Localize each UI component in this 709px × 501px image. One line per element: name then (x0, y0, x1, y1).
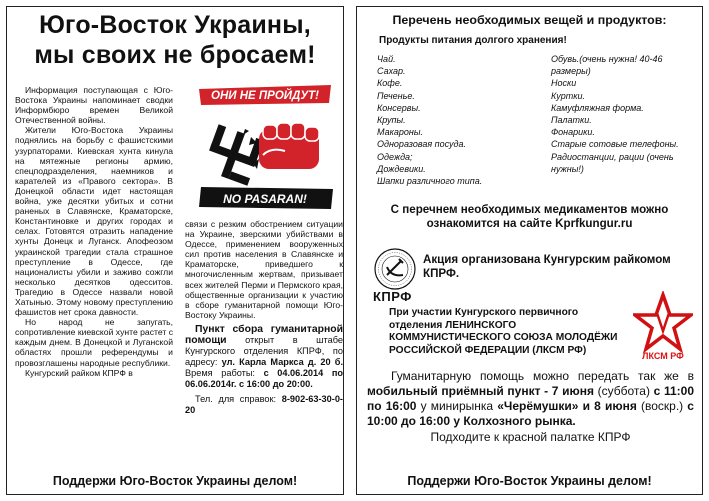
list-item: Крупы. (377, 115, 406, 126)
mobile-point-notice (367, 369, 694, 445)
mobile-date-1: мобильный приёмный пункт - 7 июня (367, 384, 594, 398)
right-leaflet-panel (356, 6, 703, 495)
mobile-text: Гуманитарную помощь можно передать так же в (391, 369, 694, 383)
medicine-list-note: С перечнем необходимых медикаментов можно ознакомится на сайте Kprfkungur.ru (390, 203, 669, 230)
poster-bottom-banner-text: NO PASARAN! (223, 192, 307, 206)
article-paragraph: Жители Юго-Востока Украины поднялись на борьбу с фашистскими узурпаторами. Киевская хунта кинула на мятежные регионы армию, спецподразделения, наемников и карателей из «Правого сектора». В Донецкой области идет настоящая война, уже десятки убитых и сотни раненых в Славянске, Краматорске, Константиновке и других городах и селах. Готовятся отразить нападение хунты Донецк и Луганск. Апофеозом украинской трагедии стала страшное преступление в Одессе, где националисты убили и заживо сожгли несколько десятков одесситов. Трагедию в Одессе назвали новой Хатынью. Этому новому преступлению фашистов нет срока давности. (15, 125, 173, 318)
red-tent-note: Подходите к красной палатке КПРФ (430, 430, 631, 444)
article-paragraph: связи с резким обострением ситуации на Украине, зверскими убийствами в Одессе, применением вооруженных сил против населения в Славянске и Краматорске, приведшего к многочисленным жертвам, призывает всех жителей Перми и Пермского края, общественные организации к участию в сборе гуманитарной помощи Юго-Востоку Украины. (185, 219, 343, 320)
lksm-logo-label: ЛКСМ РФ (642, 351, 684, 361)
mobile-date-2: «Черёмушки» и 8 июня (497, 399, 637, 413)
mobile-text: (суббота) (593, 384, 654, 398)
kprf-emblem-icon (373, 247, 417, 291)
collection-point-info (185, 324, 343, 390)
list-item: Носки (551, 78, 577, 89)
article-paragraph: Кунгурский райком КПРФ в (25, 367, 133, 378)
mobile-time-2: с 10:00 до 16:00 у Колхозного рынка. (367, 399, 694, 428)
food-items-list (377, 53, 545, 187)
headline-line-1: Юго-Восток Украины, (39, 11, 311, 39)
no-pasaran-poster (193, 85, 337, 213)
mobile-text: у минирынка (416, 399, 498, 413)
poster-top-banner-text: ОНИ НЕ ПРОЙДУТ! (211, 90, 319, 102)
article-column-right (185, 219, 343, 416)
organizer-statement: Акция организована Кунгурским райкомом КПРФ. (423, 253, 671, 280)
list-item: Обувь.(очень нужна! 40-46 размеры) (551, 54, 663, 77)
list-item: Кофе. (377, 78, 403, 89)
list-item: Консервы. (377, 102, 421, 113)
list-item: Дождевики. (377, 163, 426, 174)
list-item: Фонарики. (551, 127, 595, 138)
phone-number: 8-902-63-30-0-20 (185, 393, 343, 415)
list-item: Макароны. (377, 127, 423, 138)
kprf-label: КПРФ (373, 289, 412, 304)
article-paragraph: Но народ не запугать, сопротивление киевской хунте растет с каждым днем. В Донецкой и Луганской областях прошли референдумы и провозглашены народные республики. (15, 317, 173, 368)
mobile-time-1: с 11:00 по 16:00 (367, 384, 694, 413)
list-item: Одноразовая посуда. (377, 139, 466, 150)
collection-hours-label: Время работы: (185, 367, 264, 378)
red-fist-icon (259, 123, 319, 169)
list-item: Палатки. (551, 115, 592, 126)
collection-point-text: открыт в штабе Кунгурского отделения КПРФ, по адресу: (185, 334, 343, 367)
mobile-text: (воскр.) (636, 399, 688, 413)
phone-label: Тел. для справок: (195, 393, 282, 404)
list-item: Печенье. (377, 90, 415, 101)
list-item: Куртки. (551, 90, 585, 101)
list-item: Чай. (377, 54, 396, 64)
collection-dates: с 04.06.2014 по 06.06.2014г. с 16:00 до 20:00. (185, 367, 344, 389)
list-item: Старые сотовые телефоны. (551, 139, 679, 150)
collection-address: ул. Карла Маркса д. 20 б. (221, 356, 344, 367)
left-footer-slogan: Поддержи Юго-Восток Украины делом! (52, 474, 298, 488)
supplies-list-title: Перечень необходимых вещей и продуктов: (392, 13, 667, 27)
list-item: Сахар. (377, 66, 406, 77)
list-item: Одежда; (377, 151, 413, 162)
food-section-title: Продукты питания долгого хранения! (379, 35, 567, 46)
list-item: Камуфляжная форма. (551, 102, 644, 113)
article-column-left (15, 85, 173, 378)
phone-line (185, 394, 343, 416)
partner-statement: При участии Кунгурского первичного отделения ЛЕНИНСКОГО КОММУНИСТИЧЕСКОГО СОЮЗА МОЛОДЁЖИ РОССИЙСКОЙ ФЕДЕРАЦИИ (ЛКСМ РФ) (389, 307, 618, 356)
list-item: Шапки различного типа. (377, 176, 483, 187)
list-item: Радиостанции, рации (очень нужны!) (551, 151, 674, 174)
right-footer-slogan: Поддержи Юго-Восток Украины делом! (407, 474, 652, 488)
headline-line-2: мы своих не бросаем! (34, 41, 316, 69)
article-paragraph: Информация поступающая с Юго-Востока Украины напоминает сводки Информбюро времен Великой Отечественной войны. (15, 85, 173, 126)
other-items-list (551, 53, 697, 175)
left-leaflet-panel (6, 6, 344, 495)
collection-point-label: Пункт сбора гуманитарной помощи (185, 323, 343, 346)
